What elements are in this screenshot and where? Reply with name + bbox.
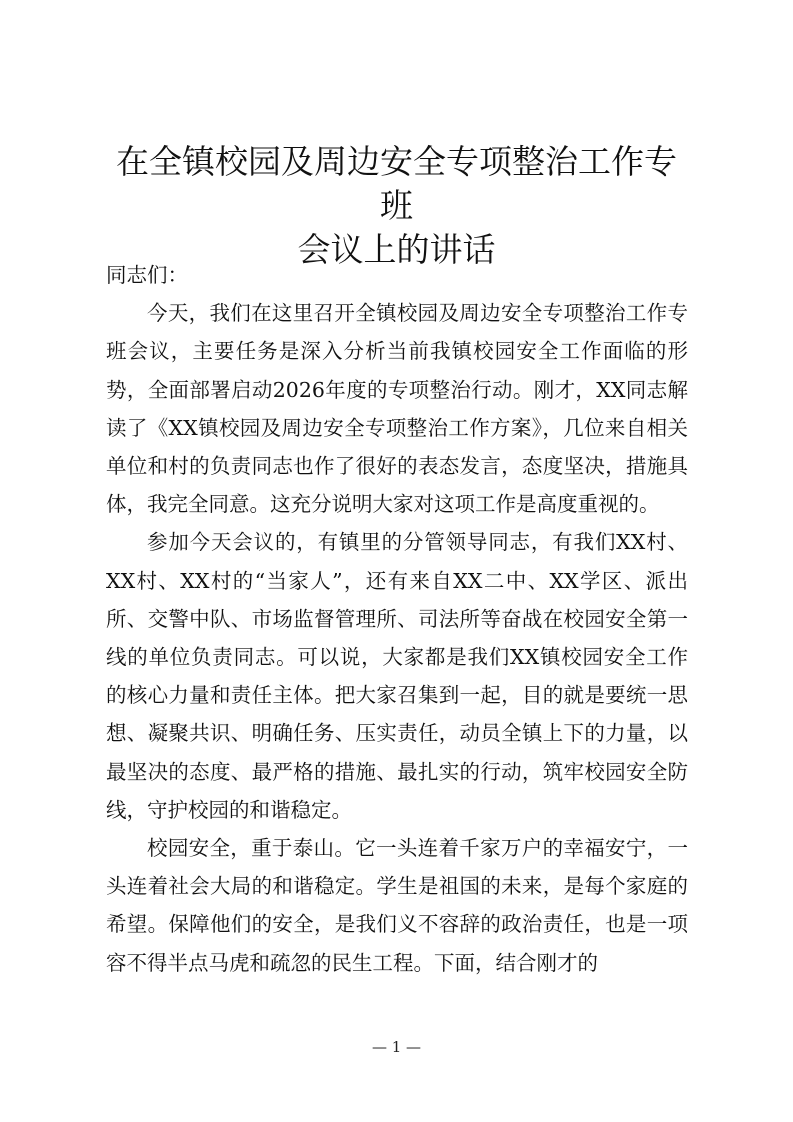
title-line-1: 在全镇校园及周边安全专项整治工作专班 — [116, 142, 677, 225]
paragraph-1: 今天，我们在这里召开全镇校园及周边安全专项整治工作专班会议，主要任务是深入分析当前我镇校园安全工作面临的形势，全面部署启动2026年度的专项整治行动。刚才，XX同志解读了《XX镇校园及周边安全专项整治工作方案》，几位来自相关单位和村的负责同志也作了很好的表态发言，态度坚决，措施具体，我完全同意。这充分说明大家对这项工作是高度重视的。 — [106, 301, 688, 517]
paragraph-3: 校园安全，重于泰山。它一头连着千家万户的幸福安宁，一头连着社会大局的和谐稳定。学生是祖国的未来，是每个家庭的希望。保障他们的安全，是我们义不容辞的政治责任，也是一项容不得半点马虎和疏忽的民生工程。下面，结合刚才的 — [106, 836, 688, 975]
page-number: — 1 — — [371, 1038, 422, 1056]
salutation: 同志们： — [106, 263, 188, 287]
title-line-2: 会议上的讲话 — [297, 230, 496, 269]
document-title — [100, 140, 693, 272]
paragraph-2: 参加今天会议的，有镇里的分管领导同志，有我们XX村、XX村、XX村的“当家人”，还有来自XX二中、XX学区、派出所、交警中队、市场监督管理所、司法所等奋战在校园安全第一线的单位负责同志。可以说，大家都是我们XX镇校园安全工作的核心力量和责任主体。把大家召集到一起，目的就是要统一思想、凝聚共识、明确任务、压实责任，动员全镇上下的力量，以最坚决的态度、最严格的措施、最扎实的行动，筑牢校园安全防线，守护校园的和谐稳定。 — [106, 530, 688, 822]
document-body — [106, 256, 688, 982]
